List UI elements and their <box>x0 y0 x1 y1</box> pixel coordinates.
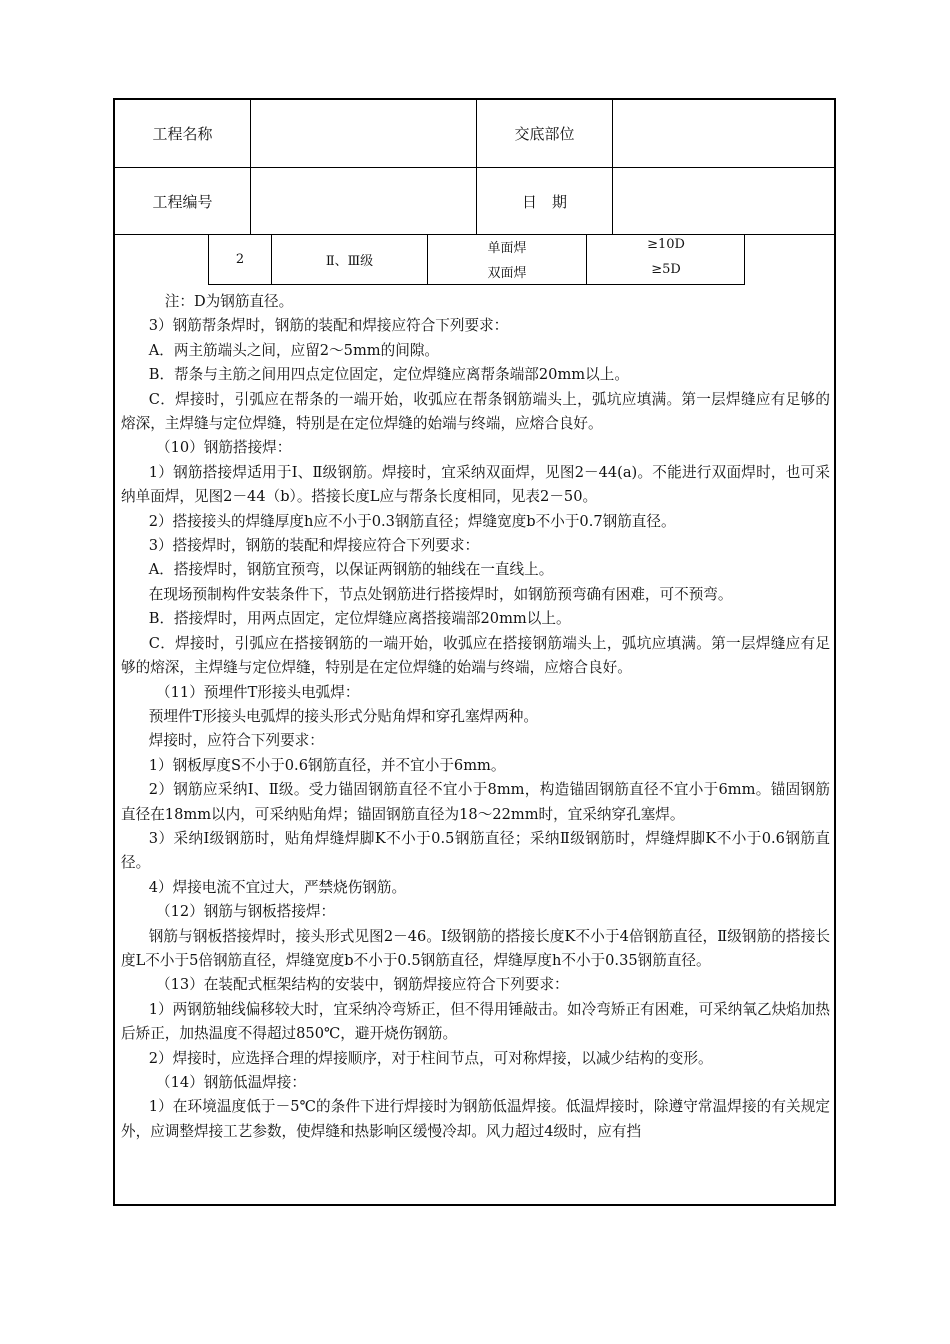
section-heading: （14）钢筋低温焊接： <box>156 1074 306 1091</box>
paragraph: 在现场预制构件安装条件下，节点处钢筋进行搭接焊时，如钢筋预弯确有困难，可不预弯。 <box>148 585 733 603</box>
paragraph: C．焊接时，引弧应在帮条的一端开始，收弧应在帮条钢筋端头上，弧坑应填满。第一层焊缝应有足够的熔深，主焊缝与定位焊缝，特别是在定位焊缝的始端与终端，应熔合良好。 <box>121 390 830 433</box>
inner-weld-type-1: 单面焊 <box>487 241 527 256</box>
project-no-label: 工程编号 <box>152 192 213 211</box>
paragraph: 钢筋与钢板搭接焊时，接头形式见图2－46。Ⅰ级钢筋的搭接长度K不小于4倍钢筋直径，Ⅱ级钢筋的搭接长度L不小于5倍钢筋直径，焊缝宽度b不小于0.5钢筋直径，焊缝厚度h不小于0.35钢筋直径。 <box>121 927 830 969</box>
project-name-label: 工程名称 <box>152 125 213 143</box>
paragraph: 焊接时，应符合下列要求： <box>148 732 324 750</box>
section-heading: （11）预埋件T形接头电弧焊： <box>156 683 360 701</box>
paragraph: 4）焊接电流不宜过大，严禁烧伤钢筋。 <box>148 878 407 896</box>
body-text <box>115 290 834 1144</box>
date-value <box>613 168 834 234</box>
paragraph: B．搭接焊时，用两点固定，定位焊缝应离搭接端部20mm以上。 <box>148 610 571 628</box>
paragraph: 3）钢筋帮条焊时，钢筋的装配和焊接应符合下列要求： <box>148 317 509 335</box>
inner-grade-cell: Ⅱ、Ⅲ级 <box>325 254 374 269</box>
paragraph: 1）两钢筋轴线偏移较大时，宜采纳冷弯矫正，但不得用锤敲击。如冷弯矫正有困难，可采纳氧乙炔焰加热后矫正，加热温度不得超过850℃，避开烧伤钢筋。 <box>121 1000 830 1043</box>
section-heading: （12）钢筋与钢板搭接焊： <box>156 903 336 921</box>
weld-length-table <box>208 235 745 285</box>
paragraph: 1）钢筋搭接焊适用于Ⅰ、Ⅱ级钢筋。焊接时，宜采纳双面焊，见图2－44(a)。不能进行双面焊时，也可采纳单面焊，见图2－44（b）。搭接长度L应与帮条长度相同，见表2－50。 <box>121 463 830 506</box>
section-heading: （10）钢筋搭接焊： <box>156 439 292 457</box>
inner-no-cell: 2 <box>235 252 245 267</box>
paragraph: A．两主筋端头之间，应留2～5mm的间隙。 <box>148 341 440 359</box>
paragraph: A．搭接焊时，钢筋宜预弯，以保证两钢筋的轴线在一直线上。 <box>148 561 554 579</box>
location-value <box>613 100 834 167</box>
paragraph: C．焊接时，引弧应在搭接钢筋的一端开始，收弧应在搭接钢筋端头上，弧坑应填满。第一层焊缝应有足够的熔深，主焊缝与定位焊缝，特别是在定位焊缝的始端与终端，应熔合良好。 <box>121 634 830 677</box>
project-name-value <box>251 100 476 167</box>
document-frame <box>113 98 836 1206</box>
paragraph: 1）钢板厚度S不小于0.6钢筋直径，并不宜小于6mm。 <box>148 756 506 774</box>
inner-length-2: ≥5D <box>651 262 681 277</box>
paragraph: 2）钢筋应采纳Ⅰ、Ⅱ级。受力锚固钢筋直径不宜小于8mm，构造锚固钢筋直径不宜小于6mm。锚固钢筋直径在18mm以内，可采纳贴角焊；锚固钢筋直径为18～22mm时，宜采纳穿孔塞焊。 <box>121 781 830 823</box>
paragraph: 1）在环境温度低于－5℃的条件下进行焊接时为钢筋低温焊接。低温焊接时，除遵守常温焊接的有关规定外，应调整焊接工艺参数，使焊缝和热影响区缓慢冷却。风力超过4级时，应有挡 <box>121 1098 830 1140</box>
location-label: 交底部位 <box>514 125 575 143</box>
date-label: 日 期 <box>521 192 567 211</box>
inner-length-1: ≥10D <box>647 237 685 252</box>
paragraph: 3）采纳Ⅰ级钢筋时，贴角焊缝焊脚K不小于0.5钢筋直径；采纳Ⅱ级钢筋时，焊缝焊脚K不小于0.6钢筋直径。 <box>121 829 830 872</box>
paragraph: 2）焊接时，应选择合理的焊接顺序，对于柱间节点，可对称焊接，以减少结构的变形。 <box>148 1049 713 1067</box>
section-heading: （13）在装配式框架结构的安装中，钢筋焊接应符合下列要求： <box>156 976 569 994</box>
paragraph: B．帮条与主筋之间用四点定位固定，定位焊缝应离帮条端部20mm以上。 <box>148 366 629 384</box>
project-no-value <box>251 168 476 234</box>
inner-weld-type-2: 双面焊 <box>487 266 527 281</box>
paragraph: 3）搭接焊时，钢筋的装配和焊接应符合下列要求： <box>148 537 480 555</box>
paragraph-note: 注：D为钢筋直径。 <box>164 293 294 310</box>
paragraph: 2）搭接接头的焊缝厚度h应不小于0.3钢筋直径；焊缝宽度b不小于0.7钢筋直径。 <box>148 512 676 530</box>
paragraph: 预埋件T形接头电弧焊的接头形式分贴角焊和穿孔塞焊两种。 <box>148 707 538 725</box>
